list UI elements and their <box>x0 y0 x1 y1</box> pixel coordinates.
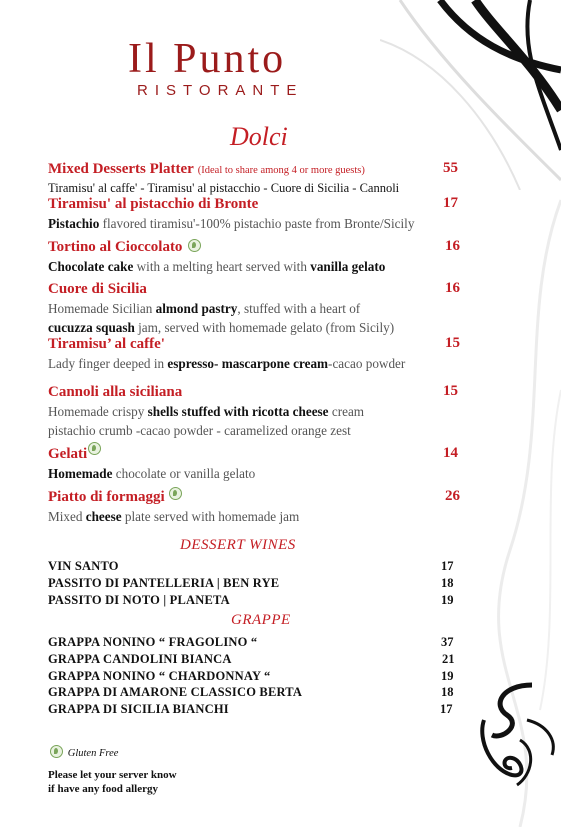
item-name: Mixed Desserts Platter <box>48 161 194 177</box>
gluten-free-icon <box>50 745 63 758</box>
brand-word-first: Il <box>128 36 160 82</box>
section-title: Dolci <box>230 122 288 151</box>
menu-item <box>48 195 460 233</box>
grappa-price: 17 <box>440 702 453 716</box>
menu-item <box>48 383 460 440</box>
gluten-free-label: Gluten Free <box>67 748 119 759</box>
grappe-heading: GRAPPE <box>231 612 291 628</box>
item-price: 15 <box>445 335 460 351</box>
grappa-price: 19 <box>441 669 454 683</box>
item-description: Homemade Sicilian <box>48 301 156 316</box>
item-desc-bold: vanilla gelato <box>310 259 386 274</box>
dessert-wines-heading: DESSERT WINES <box>180 537 296 553</box>
item-name: Tiramisu' al pistacchio di Bronte <box>48 196 259 212</box>
item-description: pistachio crumb -cacao powder - caramelized orange zest <box>48 423 351 438</box>
wine-name: VIN SANTO <box>48 559 119 573</box>
item-price: 16 <box>445 238 460 254</box>
item-name: Cannoli alla siciliana <box>48 384 183 400</box>
grappa-name: GRAPPA CANDOLINI BIANCA <box>48 652 232 666</box>
wine-price: 19 <box>441 593 454 607</box>
item-price: 17 <box>443 195 458 211</box>
item-description: -cacao powder <box>328 356 406 371</box>
menu-item <box>48 160 460 196</box>
gluten-free-legend <box>48 746 118 761</box>
item-name: Cuore di Sicilia <box>48 281 147 297</box>
item-description: Homemade crispy <box>48 404 148 419</box>
restaurant-name <box>128 38 286 80</box>
wine-name: PASSITO DI NOTO | PLANETA <box>48 593 230 607</box>
item-desc-bold: cucuzza squash <box>48 320 135 335</box>
brand-word-second: Punto <box>173 36 287 82</box>
restaurant-subtitle: RISTORANTE <box>137 82 304 99</box>
wine-price: 18 <box>441 576 454 590</box>
menu-item <box>48 280 460 337</box>
item-price: 14 <box>443 445 458 461</box>
grappa-name: GRAPPA NONINO “ CHARDONNAY “ <box>48 669 271 683</box>
item-desc-bold: cheese <box>85 509 122 524</box>
allergy-note-line2: if have any food allergy <box>48 783 158 795</box>
item-desc-bold: almond pastry <box>155 301 238 316</box>
item-description: Mixed <box>48 509 86 524</box>
item-price: 15 <box>443 383 458 399</box>
item-name: Gelati <box>48 446 88 462</box>
item-description: flavored tiramisu'-100% pistachio paste from Bronte/Sicily <box>99 216 415 231</box>
item-note: (Ideal to share among 4 or more guests) <box>197 165 365 176</box>
gluten-free-icon <box>88 442 101 455</box>
item-desc-bold: Chocolate cake <box>48 259 134 274</box>
menu-item <box>48 488 460 526</box>
grappa-name: GRAPPA NONINO “ FRAGOLINO “ <box>48 635 258 649</box>
gluten-free-icon <box>188 239 201 252</box>
item-description: Lady finger deeped in <box>48 356 168 371</box>
grappa-price: 18 <box>441 685 454 699</box>
item-name: Piatto di formaggi <box>48 489 165 505</box>
item-description: chocolate or vanilla gelato <box>112 466 256 481</box>
menu-item <box>48 335 460 373</box>
item-name: Tiramisu’ al caffe' <box>48 336 165 352</box>
item-desc-bold: Pistachio <box>48 216 100 231</box>
item-price: 26 <box>445 488 460 504</box>
item-name: Tortino al Cioccolato <box>48 239 183 255</box>
item-price: 16 <box>445 280 460 296</box>
grappa-name: GRAPPA DI AMARONE CLASSICO BERTA <box>48 685 303 699</box>
wine-price: 17 <box>441 559 454 573</box>
item-description: Tiramisu' al caffe' - Tiramisu' al pistacchio - Cuore di Sicilia - Cannoli <box>48 181 400 195</box>
item-description: , stuffed with a heart of <box>237 301 361 316</box>
item-desc-bold: shells stuffed with ricotta cheese <box>147 404 329 419</box>
item-description: with a melting heart served with <box>133 259 311 274</box>
item-desc-bold: Homemade <box>48 466 113 481</box>
grappa-name: GRAPPA DI SICILIA BIANCHI <box>48 702 229 716</box>
bottom-right-ornament <box>472 680 561 790</box>
grappa-price: 21 <box>442 652 455 666</box>
item-description: cream <box>328 404 365 419</box>
wine-name: PASSITO DI PANTELLERIA | BEN RYE <box>48 576 280 590</box>
menu-item <box>48 238 460 276</box>
item-desc-bold: espresso- mascarpone cream <box>167 356 329 371</box>
menu-item <box>48 445 460 483</box>
gluten-free-icon <box>169 487 182 500</box>
allergy-note-line1: Please let your server know <box>48 769 177 781</box>
item-description: plate served with homemade jam <box>121 509 300 524</box>
grappa-price: 37 <box>441 635 454 649</box>
item-description: jam, served with homemade gelato (from Sicily) <box>134 320 395 335</box>
item-price: 55 <box>443 160 458 176</box>
